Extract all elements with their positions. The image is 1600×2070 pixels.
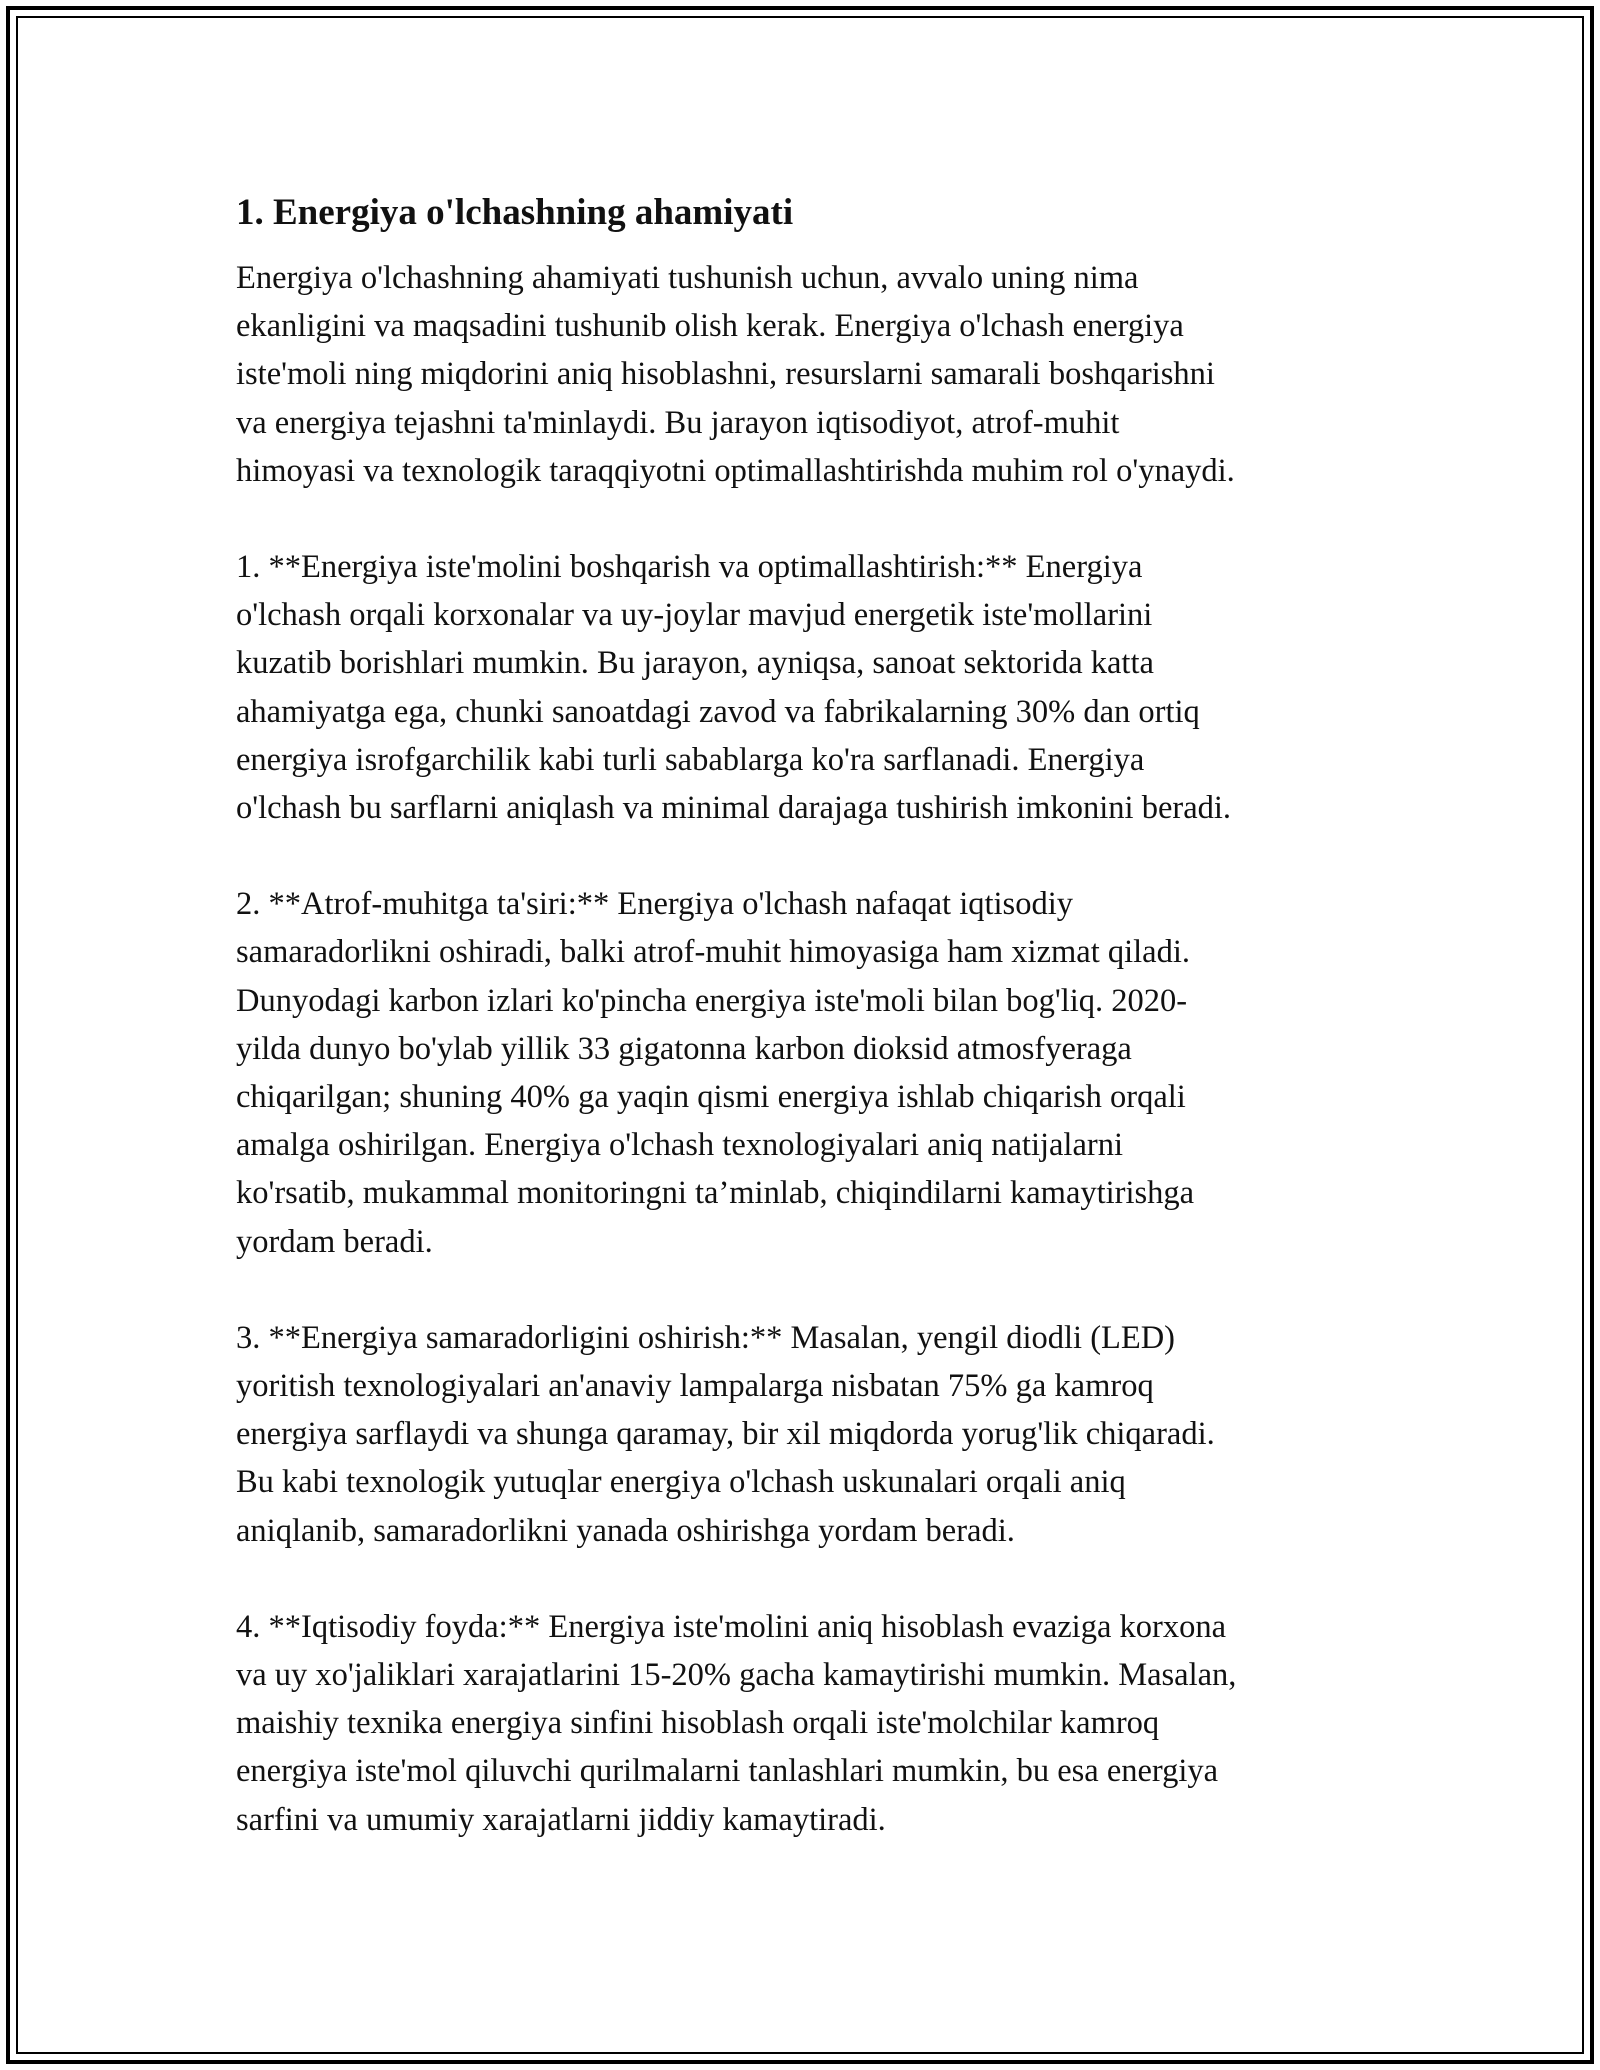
section-heading: 1. Energiya o'lchashning ahamiyati: [236, 192, 794, 233]
paragraph-energy-efficiency: 3. **Energiya samaradorligini oshirish:** Masalan, yengil diodli (LED) yoritish texnologiyalari an'anaviy lampalarga nisbatan 75% ga kamroq energiya sarflaydi va shunga qaramay, bir xil miqdorda yorug'lik chiqaradi. Bu kabi texnologik yutuqlar energiya o'lchash uskunalari orqali aniq aniqlanib, samaradorlikni yanada oshirishga yordam beradi.: [236, 1319, 1215, 1549]
document-body: [236, 186, 1386, 1892]
paragraph-economic-benefit: 4. **Iqtisodiy foyda:** Energiya iste'molini aniq hisoblash evaziga korxona va uy xo'jaliklari xarajatlarini 15-20% gacha kamaytirishi mumkin. Masalan, maishiy texnika energiya sinfini hisoblash orqali iste'molchilar kamroq energiya iste'mol qiluvchi qurilmalarni tanlashlari mumkin, bu esa energiya sarfini va umumiy xarajatlarni jiddiy kamaytiradi.: [236, 1608, 1237, 1838]
paragraph-consumption-management: 1. **Energiya iste'molini boshqarish va optimallashtirish:** Energiya o'lchash orqali korxonalar va uy-joylar mavjud energetik iste'mollarini kuzatib borishlari mumkin. Bu jarayon, ayniqsa, sanoat sektorida katta ahamiyatga ega, chunki sanoatdagi zavod va fabrikalarning 30% dan ortiq energiya isrofgarchilik kabi turli sabablarga ko'ra sarflanadi. Energiya o'lchash bu sarflarni aniqlash va minimal darajaga tushirish imkonini beradi.: [236, 549, 1232, 827]
intro-paragraph: Energiya o'lchashning ahamiyati tushunish uchun, avvalo uning nima ekanligini va maqsadini tushunib olish kerak. Energiya o'lchash energiya iste'moli ning miqdorini aniq hisoblashni, resurslarni samarali boshqarishni va energiya tejashni ta'minlaydi. Bu jarayon iqtisodiyot, atrof-muhit himoyasi va texnologik taraqqiyotni optimallashtirishda muhim rol o'ynaydi.: [236, 260, 1235, 489]
paragraph-environment-impact: 2. **Atrof-muhitga ta'siri:** Energiya o'lchash nafaqat iqtisodiy samaradorlikni oshiradi, balki atrof-muhit himoyasiga ham xizmat qiladi. Dunyodagi karbon izlari ko'pincha energiya iste'moli bilan bog'liq. 2020- yilda dunyo bo'ylab yillik 33 gigatonna karbon dioksid atmosfyeraga chiqarilgan; shuning 40% ga yaqin qismi energiya ishlab chiqarish orqali amalga oshirilgan. Energiya o'lchash texnologiyalari aniq natijalarni ko'rsatib, mukammal monitoringni ta’minlab, chiqindilarni kamaytirishga yordam beradi.: [236, 886, 1195, 1260]
